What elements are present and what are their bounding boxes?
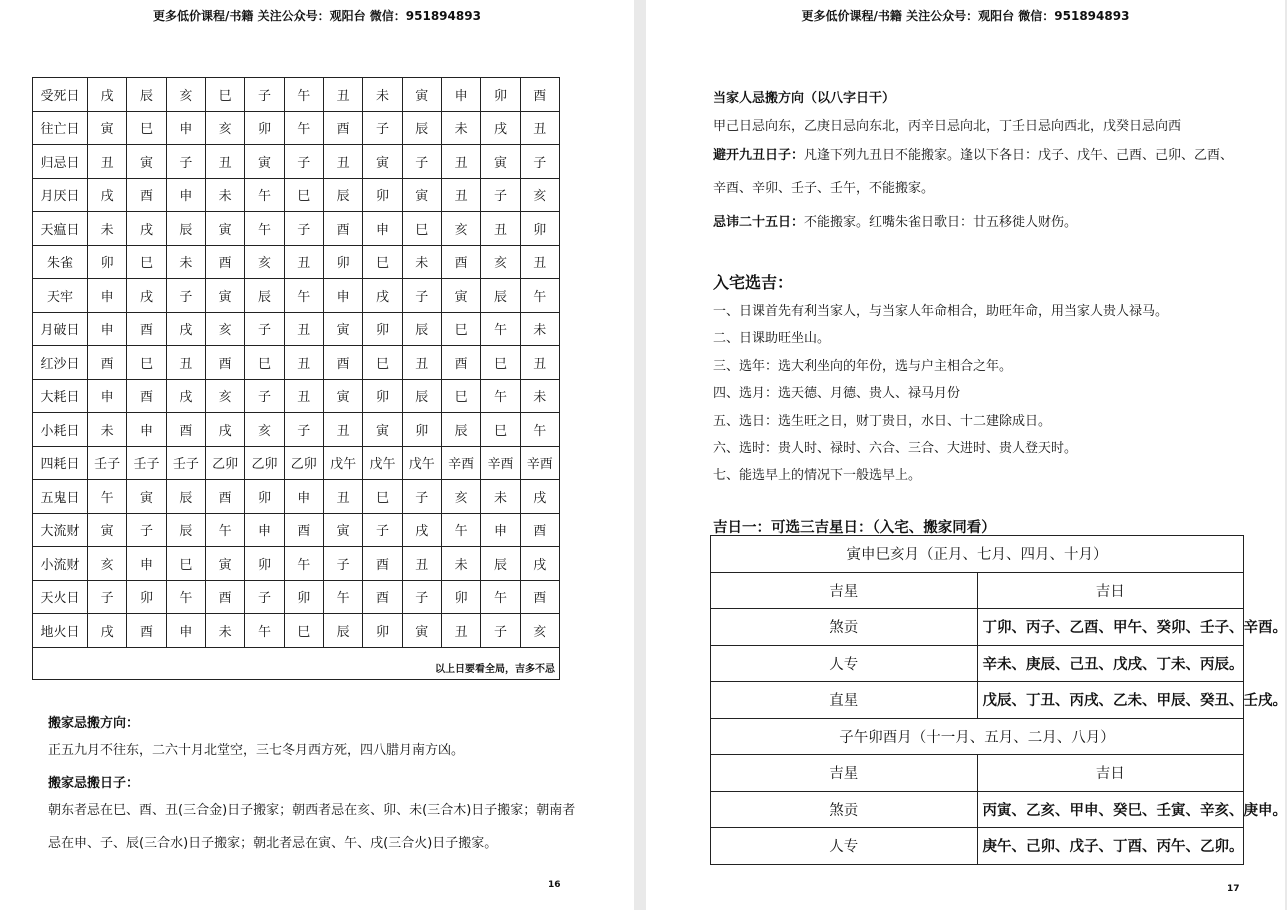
table-cell: 卯 <box>481 78 520 112</box>
table-cell: 子 <box>284 145 323 179</box>
row-label: 归忌日 <box>33 145 88 179</box>
table-cell: 寅 <box>323 312 362 346</box>
row-label: 小耗日 <box>33 413 88 447</box>
rule-item: 四、选月：选天德、月德、贵人、禄马月份 <box>713 386 961 401</box>
page-header: 更多低价课程/书籍 关注公众号：观阳台 微信：951894893 <box>801 9 1130 23</box>
row-label: 五鬼日 <box>33 480 88 514</box>
table-cell: 丑 <box>402 346 441 380</box>
column-header-day: 吉日 <box>977 755 1244 792</box>
table-cell: 丑 <box>205 145 244 179</box>
table-row <box>33 446 560 480</box>
table-cell: 酉 <box>166 413 205 447</box>
nine-ugly-days-line2: 辛酉、辛卯、壬子、壬午，不能搬家。 <box>713 181 935 196</box>
table-cell: 卯 <box>520 212 559 246</box>
table-cell: 辰 <box>402 379 441 413</box>
table-cell: 戌 <box>166 379 205 413</box>
table-cell: 申 <box>166 614 205 648</box>
days-cell: 辛未、庚辰、己丑、戊戌、丁未、丙辰。 <box>977 645 1244 682</box>
table-cell: 乙卯 <box>245 446 284 480</box>
twenty-fifth-label: 忌讳二十五日： <box>713 215 805 230</box>
table-cell: 申 <box>127 413 166 447</box>
table-cell: 未 <box>205 614 244 648</box>
table-cell: 子 <box>402 279 441 313</box>
table-cell: 酉 <box>88 346 127 380</box>
table-cell: 丑 <box>520 346 559 380</box>
section-title: 入宅选吉： <box>713 273 794 292</box>
table-cell: 寅 <box>205 279 244 313</box>
table-cell: 戌 <box>166 312 205 346</box>
table-cell: 未 <box>441 547 480 581</box>
table-cell: 丑 <box>88 145 127 179</box>
table-cell: 壬子 <box>166 446 205 480</box>
row-label: 大流财 <box>33 513 88 547</box>
table-cell: 丑 <box>166 346 205 380</box>
table-cell: 辰 <box>481 279 520 313</box>
table-cell: 寅 <box>88 111 127 145</box>
table-cell: 辰 <box>323 178 362 212</box>
table-cell: 巳 <box>441 379 480 413</box>
table-cell: 巳 <box>363 480 402 514</box>
row-label: 大耗日 <box>33 379 88 413</box>
page-16 <box>0 0 634 910</box>
table-cell: 午 <box>481 312 520 346</box>
table-cell: 酉 <box>363 547 402 581</box>
table-note: 以上日要看全局，吉多不忌 <box>33 647 560 679</box>
table-cell: 丑 <box>441 614 480 648</box>
table-cell: 午 <box>245 614 284 648</box>
table-cell: 寅 <box>363 145 402 179</box>
row-label: 受死日 <box>33 78 88 112</box>
table-cell: 酉 <box>363 580 402 614</box>
table-cell: 酉 <box>323 111 362 145</box>
table-row <box>33 145 560 179</box>
table-cell: 寅 <box>402 178 441 212</box>
table-cell: 亥 <box>520 614 559 648</box>
table-cell: 卯 <box>88 245 127 279</box>
table-cell: 子 <box>245 580 284 614</box>
table-cell: 申 <box>363 212 402 246</box>
table-cell: 午 <box>245 212 284 246</box>
table-cell: 巳 <box>127 245 166 279</box>
table-cell: 申 <box>284 480 323 514</box>
row-label: 四耗日 <box>33 446 88 480</box>
table-cell: 辰 <box>402 312 441 346</box>
direction-title: 搬家忌搬方向： <box>48 716 140 731</box>
rule-item: 二、日课助旺坐山。 <box>713 331 831 346</box>
days-title: 搬家忌搬日子： <box>48 776 140 791</box>
table-cell: 乙卯 <box>205 446 244 480</box>
table-cell: 巳 <box>481 346 520 380</box>
table-cell: 寅 <box>441 279 480 313</box>
row-label: 往亡日 <box>33 111 88 145</box>
table-cell: 辛酉 <box>481 446 520 480</box>
lucky-days-table <box>710 535 1287 865</box>
table-cell: 辰 <box>166 212 205 246</box>
table-cell: 亥 <box>441 480 480 514</box>
table-cell: 未 <box>88 413 127 447</box>
table-cell: 午 <box>88 480 127 514</box>
star-cell: 煞贡 <box>711 609 978 646</box>
table-row <box>33 212 560 246</box>
table-cell: 寅 <box>363 413 402 447</box>
star-cell: 人专 <box>711 645 978 682</box>
table-cell: 亥 <box>245 413 284 447</box>
table-row <box>33 513 560 547</box>
table-cell: 戌 <box>88 78 127 112</box>
table-cell: 巳 <box>284 178 323 212</box>
table-cell: 巳 <box>363 346 402 380</box>
days-cell: 丁卯、丙子、乙酉、甲午、癸卯、壬子、辛酉。 <box>977 609 1244 646</box>
table-cell: 丑 <box>323 78 362 112</box>
table-cell: 卯 <box>284 580 323 614</box>
table-cell: 戌 <box>363 279 402 313</box>
table-row <box>33 245 560 279</box>
page-number: 16 <box>548 880 561 890</box>
table-row <box>33 580 560 614</box>
table-cell: 辰 <box>127 78 166 112</box>
table-cell: 子 <box>166 145 205 179</box>
table-cell: 巳 <box>402 212 441 246</box>
table-cell: 子 <box>402 580 441 614</box>
table-cell: 戌 <box>481 111 520 145</box>
table-cell: 酉 <box>127 614 166 648</box>
table-cell: 巳 <box>481 413 520 447</box>
table-cell: 卯 <box>245 111 284 145</box>
nine-ugly-days-label: 避开九丑日子： <box>713 148 805 163</box>
table-cell: 午 <box>481 379 520 413</box>
rule-item: 六、选时：贵人时、禄时、六合、三合、大进时、贵人登天时。 <box>713 441 1078 456</box>
rule-item: 五、选日：选生旺之日，财丁贵日，水日、十二建除成日。 <box>713 414 1052 429</box>
table-cell: 巳 <box>127 111 166 145</box>
table-cell: 酉 <box>323 346 362 380</box>
lucky-table-title: 吉日一：可选三吉星日：（入宅、搬家同看） <box>713 520 996 536</box>
table-cell: 酉 <box>127 178 166 212</box>
table-cell: 子 <box>363 111 402 145</box>
table-cell: 巳 <box>363 245 402 279</box>
table-cell: 戌 <box>402 513 441 547</box>
table-cell: 戊午 <box>323 446 362 480</box>
days-text-line1: 朝东者忌在巳、酉、丑(三合金)日子搬家；朝西者忌在亥、卯、未(三合木)日子搬家；朝南者 <box>48 803 576 818</box>
table-cell: 酉 <box>520 513 559 547</box>
table-cell: 丑 <box>284 245 323 279</box>
table-cell: 酉 <box>127 312 166 346</box>
table-cell: 申 <box>88 279 127 313</box>
table-cell: 寅 <box>245 145 284 179</box>
table-cell: 酉 <box>127 379 166 413</box>
table-cell: 寅 <box>205 212 244 246</box>
header-row <box>711 755 1244 792</box>
table-cell: 申 <box>323 279 362 313</box>
table-cell: 酉 <box>520 78 559 112</box>
table-cell: 巳 <box>127 346 166 380</box>
star-cell: 人专 <box>711 828 978 865</box>
days-cell: 戊辰、丁丑、丙戌、乙未、甲辰、癸丑、壬戌。 <box>977 682 1244 719</box>
table-row <box>711 828 1244 865</box>
table-cell: 亥 <box>520 178 559 212</box>
page-number: 17 <box>1227 884 1240 894</box>
table-cell: 辰 <box>441 413 480 447</box>
star-cell: 煞贡 <box>711 791 978 828</box>
table-cell: 巳 <box>205 78 244 112</box>
table-cell: 丑 <box>323 413 362 447</box>
table-cell: 申 <box>166 178 205 212</box>
header-row <box>711 572 1244 609</box>
table-cell: 寅 <box>127 145 166 179</box>
table-cell: 午 <box>284 111 323 145</box>
table-cell: 申 <box>166 111 205 145</box>
table-cell: 丑 <box>441 145 480 179</box>
table-cell: 寅 <box>323 513 362 547</box>
month-group-label: 寅申巳亥月（正月、七月、四月、十月） <box>711 536 1244 573</box>
row-label: 地火日 <box>33 614 88 648</box>
table-cell: 卯 <box>363 178 402 212</box>
table-row <box>711 791 1244 828</box>
table-cell: 酉 <box>205 580 244 614</box>
row-label: 小流财 <box>33 547 88 581</box>
table-cell: 卯 <box>245 547 284 581</box>
table-cell: 卯 <box>441 580 480 614</box>
table-cell: 子 <box>402 480 441 514</box>
table-cell: 亥 <box>88 547 127 581</box>
row-label: 天瘟日 <box>33 212 88 246</box>
table-cell: 亥 <box>205 379 244 413</box>
days-cell: 丙寅、乙亥、甲申、癸巳、壬寅、辛亥、庚申。 <box>977 791 1244 828</box>
table-cell: 午 <box>323 580 362 614</box>
table-cell: 丑 <box>284 346 323 380</box>
table-cell: 酉 <box>323 212 362 246</box>
table-cell: 寅 <box>402 78 441 112</box>
table-cell: 辰 <box>166 513 205 547</box>
table-cell: 子 <box>127 513 166 547</box>
table-row <box>33 78 560 112</box>
table-row <box>711 682 1244 719</box>
table-cell: 子 <box>284 413 323 447</box>
table-row <box>33 379 560 413</box>
table-cell: 子 <box>245 312 284 346</box>
table-cell: 酉 <box>441 346 480 380</box>
table-cell: 辰 <box>481 547 520 581</box>
table-cell: 午 <box>166 580 205 614</box>
table-cell: 未 <box>441 111 480 145</box>
table-cell: 辛酉 <box>441 446 480 480</box>
table-cell: 巳 <box>441 312 480 346</box>
table-row <box>33 346 560 380</box>
table-cell: 戌 <box>520 547 559 581</box>
table-cell: 未 <box>520 379 559 413</box>
table-cell: 壬子 <box>127 446 166 480</box>
table-cell: 午 <box>441 513 480 547</box>
table-cell: 酉 <box>205 346 244 380</box>
table-cell: 亥 <box>205 312 244 346</box>
table-cell: 子 <box>520 145 559 179</box>
table-cell: 未 <box>205 178 244 212</box>
month-group-label: 子午卯酉月（十一月、五月、二月、八月） <box>711 718 1244 755</box>
table-cell: 丑 <box>520 111 559 145</box>
table-cell: 亥 <box>245 245 284 279</box>
page-header: 更多低价课程/书籍 关注公众号：观阳台 微信：951894893 <box>153 9 481 23</box>
table-cell: 寅 <box>88 513 127 547</box>
table-cell: 申 <box>127 547 166 581</box>
table-cell: 子 <box>166 279 205 313</box>
column-header-star: 吉星 <box>711 572 978 609</box>
rule-item: 七、能选早上的情况下一般选早上。 <box>713 468 922 483</box>
table-cell: 丑 <box>323 480 362 514</box>
table-cell: 戊午 <box>402 446 441 480</box>
table-cell: 午 <box>245 178 284 212</box>
row-label: 天牢 <box>33 279 88 313</box>
table-cell: 戌 <box>520 480 559 514</box>
table-cell: 丑 <box>284 379 323 413</box>
table-cell: 申 <box>88 379 127 413</box>
column-header-star: 吉星 <box>711 755 978 792</box>
table-cell: 戌 <box>127 279 166 313</box>
table-cell: 酉 <box>205 245 244 279</box>
table-cell: 子 <box>363 513 402 547</box>
table-cell: 亥 <box>205 111 244 145</box>
table-cell: 未 <box>402 245 441 279</box>
table-cell: 子 <box>402 145 441 179</box>
table-cell: 未 <box>166 245 205 279</box>
table-cell: 辰 <box>166 480 205 514</box>
table-cell: 午 <box>520 413 559 447</box>
table-cell: 子 <box>88 580 127 614</box>
table-cell: 戌 <box>88 614 127 648</box>
table-row <box>33 111 560 145</box>
table-cell: 辛酉 <box>520 446 559 480</box>
table-cell: 巳 <box>284 614 323 648</box>
column-header-day: 吉日 <box>977 572 1244 609</box>
days-cell: 庚午、己卯、戊子、丁酉、丙午、乙卯。 <box>977 828 1244 865</box>
table-cell: 巳 <box>245 346 284 380</box>
table-cell: 辰 <box>402 111 441 145</box>
days-text-line2: 忌在申、子、辰(三合水)日子搬家；朝北者忌在寅、午、戌(三合火)日子搬家。 <box>48 836 498 851</box>
owner-direction-text: 甲己日忌向东，乙庚日忌向东北，丙辛日忌向北，丁壬日忌向西北，戊癸日忌向西 <box>713 119 1182 134</box>
table-row <box>33 312 560 346</box>
twenty-fifth-text: 不能搬家。红嘴朱雀日歌日：廿五移徙人财伤。 <box>804 215 1078 230</box>
direction-text: 正五九月不往东，二六十月北堂空，三七冬月西方死，四八腊月南方凶。 <box>48 743 465 758</box>
table-cell: 未 <box>363 78 402 112</box>
table-cell: 寅 <box>323 379 362 413</box>
table-cell: 午 <box>284 78 323 112</box>
table-cell: 壬子 <box>88 446 127 480</box>
table-cell: 乙卯 <box>284 446 323 480</box>
table-cell: 卯 <box>363 379 402 413</box>
owner-direction-title: 当家人忌搬方向（以八字日干） <box>713 91 896 106</box>
table-cell: 巳 <box>166 547 205 581</box>
row-label: 月破日 <box>33 312 88 346</box>
table-cell: 丑 <box>323 145 362 179</box>
table-cell: 戊午 <box>363 446 402 480</box>
rule-item: 一、日课首先有利当家人，与当家人年命相合，助旺年命，用当家人贵人禄马。 <box>713 304 1169 319</box>
table-cell: 子 <box>481 614 520 648</box>
nine-ugly-days-text: 凡逢下列九丑日不能搬家。逢以下各日：戊子、戊午、己酉、己卯、乙酉、 <box>804 148 1234 163</box>
table-cell: 亥 <box>441 212 480 246</box>
forbidden-days-table <box>32 77 560 680</box>
table-cell: 辰 <box>245 279 284 313</box>
table-cell: 未 <box>520 312 559 346</box>
table-cell: 子 <box>481 178 520 212</box>
table-cell: 寅 <box>127 480 166 514</box>
table-cell: 子 <box>323 547 362 581</box>
table-cell: 申 <box>245 513 284 547</box>
table-cell: 未 <box>481 480 520 514</box>
row-label: 天火日 <box>33 580 88 614</box>
table-cell: 亥 <box>166 78 205 112</box>
table-cell: 申 <box>481 513 520 547</box>
table-row <box>33 413 560 447</box>
table-cell: 卯 <box>402 413 441 447</box>
row-label: 朱雀 <box>33 245 88 279</box>
table-cell: 未 <box>88 212 127 246</box>
row-label: 红沙日 <box>33 346 88 380</box>
table-cell: 寅 <box>205 547 244 581</box>
table-cell: 子 <box>245 379 284 413</box>
table-cell: 子 <box>245 78 284 112</box>
table-cell: 卯 <box>323 245 362 279</box>
table-cell: 酉 <box>205 480 244 514</box>
table-row <box>711 609 1244 646</box>
table-cell: 午 <box>284 547 323 581</box>
rule-item: 三、选年：选大利坐向的年份，选与户主相合之年。 <box>713 359 1013 374</box>
table-cell: 酉 <box>520 580 559 614</box>
table-cell: 戌 <box>88 178 127 212</box>
table-cell: 卯 <box>363 312 402 346</box>
table-cell: 辰 <box>323 614 362 648</box>
table-cell: 丑 <box>520 245 559 279</box>
table-cell: 酉 <box>284 513 323 547</box>
table-cell: 丑 <box>284 312 323 346</box>
month-group-row <box>711 718 1244 755</box>
table-cell: 寅 <box>481 145 520 179</box>
table-cell: 丑 <box>402 547 441 581</box>
table-row <box>33 614 560 648</box>
table-row <box>33 480 560 514</box>
table-cell: 卯 <box>363 614 402 648</box>
month-group-row <box>711 536 1244 573</box>
table-cell: 午 <box>481 580 520 614</box>
table-cell: 寅 <box>402 614 441 648</box>
nine-ugly-days-line1 <box>713 144 1233 163</box>
table-cell: 丑 <box>481 212 520 246</box>
table-row <box>33 547 560 581</box>
table-cell: 申 <box>88 312 127 346</box>
twenty-fifth-line <box>713 211 1077 230</box>
table-cell: 卯 <box>127 580 166 614</box>
table-row <box>33 279 560 313</box>
row-label: 月厌日 <box>33 178 88 212</box>
table-row <box>711 645 1244 682</box>
table-cell: 酉 <box>441 245 480 279</box>
table-note-row <box>33 647 560 679</box>
table-cell: 戌 <box>205 413 244 447</box>
table-cell: 申 <box>441 78 480 112</box>
table-cell: 丑 <box>441 178 480 212</box>
table-cell: 午 <box>284 279 323 313</box>
table-cell: 亥 <box>481 245 520 279</box>
table-cell: 午 <box>205 513 244 547</box>
table-cell: 午 <box>520 279 559 313</box>
page-17 <box>646 0 1285 910</box>
star-cell: 直星 <box>711 682 978 719</box>
table-cell: 戌 <box>127 212 166 246</box>
table-row <box>33 178 560 212</box>
table-cell: 子 <box>284 212 323 246</box>
table-cell: 卯 <box>245 480 284 514</box>
